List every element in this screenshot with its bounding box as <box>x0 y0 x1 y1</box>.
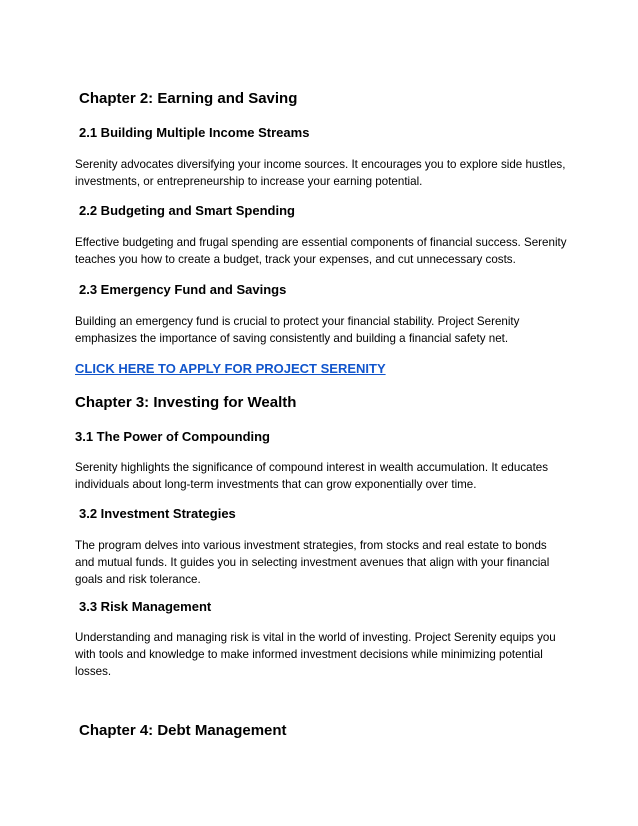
section-2-1-heading: 2.1 Building Multiple Income Streams <box>79 125 310 140</box>
paragraph-line: emphasizes the importance of saving consistently and building a financial safety net. <box>75 332 509 345</box>
paragraph-line: teaches you how to create a budget, track your expenses, and cut unnecessary costs. <box>75 253 516 266</box>
paragraph-line: investments, or entrepreneurship to increase your earning potential. <box>75 175 423 188</box>
paragraph-line: Understanding and managing risk is vital in the world of investing. Project Serenity equips you <box>75 631 556 644</box>
paragraph-line: and mutual funds. It guides you in selecting investment avenues that align with your financial <box>75 556 550 569</box>
paragraph-line: individuals about long-term investments that can grow exponentially over time. <box>75 478 477 491</box>
section-2-3-heading: 2.3 Emergency Fund and Savings <box>79 282 287 297</box>
paragraph-line: with tools and knowledge to make informed investment decisions while minimizing potential <box>75 648 543 661</box>
paragraph-line: Serenity advocates diversifying your income sources. It encourages you to explore side hustles, <box>75 158 566 171</box>
section-3-3-paragraph <box>75 629 575 680</box>
section-2-1-paragraph <box>75 156 575 190</box>
chapter-3-title: Chapter 3: Investing for Wealth <box>75 394 297 411</box>
chapter-4-title: Chapter 4: Debt Management <box>79 722 287 739</box>
section-2-2-heading: 2.2 Budgeting and Smart Spending <box>79 203 295 218</box>
section-3-1-heading: 3.1 The Power of Compounding <box>75 429 270 444</box>
paragraph-line: Serenity highlights the significance of compound interest in wealth accumulation. It educates <box>75 461 549 474</box>
section-3-2-heading: 3.2 Investment Strategies <box>79 506 236 521</box>
section-3-2-paragraph <box>75 537 575 588</box>
section-2-3-paragraph <box>75 313 575 347</box>
paragraph-line: Effective budgeting and frugal spending are essential components of financial success. Serenity <box>75 236 567 249</box>
paragraph-line: goals and risk tolerance. <box>75 573 201 586</box>
section-3-3-heading: 3.3 Risk Management <box>79 599 212 614</box>
section-2-2-paragraph <box>75 234 575 268</box>
paragraph-line: Building an emergency fund is crucial to protect your financial stability. Project Serenity <box>75 315 520 328</box>
chapter-2-title: Chapter 2: Earning and Saving <box>79 90 298 107</box>
apply-project-serenity-link[interactable]: CLICK HERE TO APPLY FOR PROJECT SERENITY <box>75 361 386 376</box>
section-3-1-paragraph <box>75 459 575 493</box>
paragraph-line: losses. <box>75 665 112 678</box>
paragraph-line: The program delves into various investment strategies, from stocks and real estate to bonds <box>75 539 547 552</box>
